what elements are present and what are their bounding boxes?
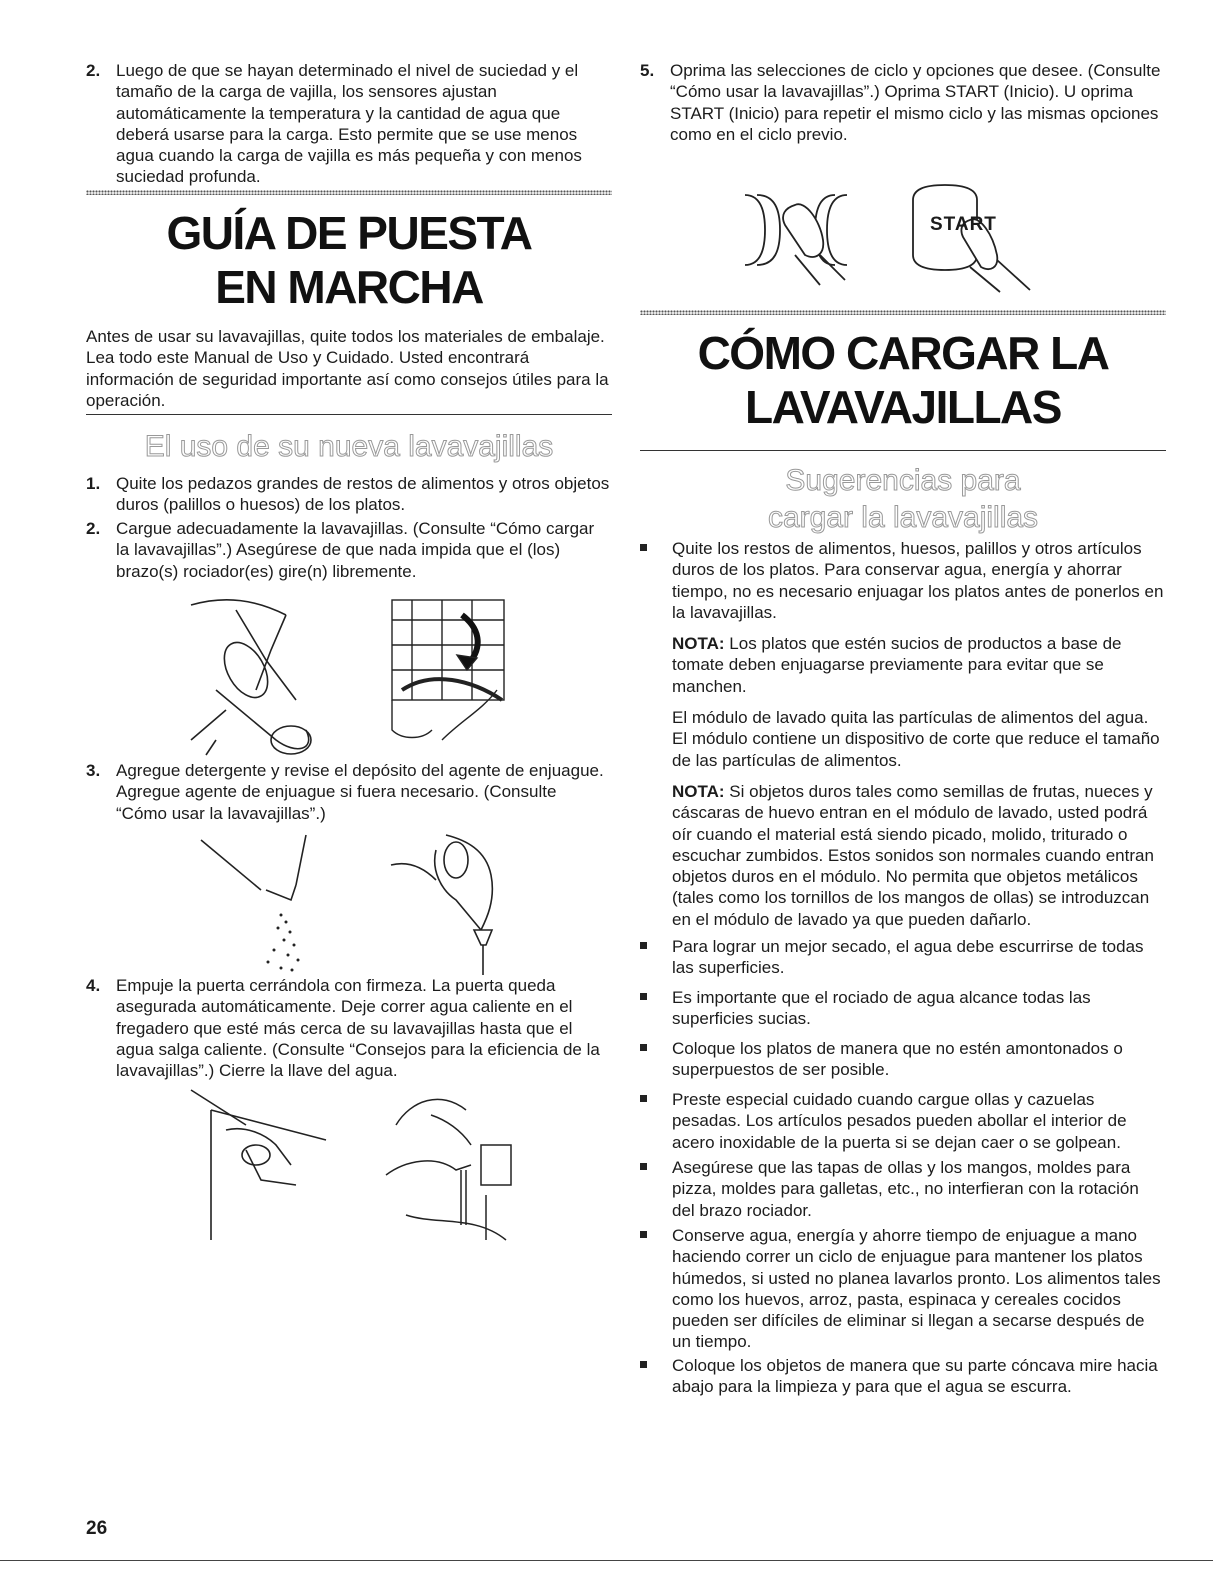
- step-text: Quite los pedazos grandes de restos de alimentos y otros objetos duros (palillos o huesos) de los platos.: [116, 474, 610, 515]
- note-paragraph: [672, 633, 1166, 697]
- list-item: [640, 538, 1166, 930]
- step-number: 2.: [86, 519, 101, 538]
- scrape-dish-illustration: [186, 590, 336, 760]
- subheading-line-1: Sugerencias para: [785, 464, 1021, 497]
- bullet-text: Asegúrese que las tapas de ollas y los mangos, moldes para pizza, moldes para galletas, etc., no interfieran con la rotación del brazo rociador.: [672, 1158, 1139, 1220]
- list-item: [640, 1225, 1166, 1353]
- step-text: Empuje la puerta cerrándola con firmeza. La puerta queda asegurada automáticamente. Deje correr agua caliente en el fregadero que esté más cerca de su lavavajillas hasta que el agua salga caliente. (Consulte “Consejos para la eficiencia de la lavavajillas”.) Cierre la llave del agua.: [116, 976, 600, 1081]
- bullet-icon: [640, 942, 647, 949]
- spray-arm-illustration: [382, 590, 512, 760]
- bullet-text: Coloque los platos de manera que no estén amontonados o superpuestos de ser posible.: [672, 1039, 1123, 1080]
- step-1: [86, 473, 612, 516]
- page-number: 26: [86, 1518, 108, 1539]
- dotted-separator: [86, 190, 612, 195]
- bottom-rule: [0, 1560, 1213, 1561]
- note-text: Los platos que estén sucios de productos a base de tomate deben enjuagarse previamente para evitar que se manchen.: [672, 634, 1122, 696]
- faucet-illustration: [376, 1085, 516, 1245]
- bullet-text: Es importante que el rociado de agua alcance todas las superficies sucias.: [672, 988, 1091, 1029]
- step-4: [86, 975, 612, 1081]
- bullet-text: Conserve agua, energía y ahorre tiempo de enjuague a mano haciendo correr un ciclo de enjuague para mantener los platos húmedos, si usted no planea lavarlos pronto. Los alimentos tales como los huevos, arroz, pasta, espinaca y cereales cocidos pueden ser difíciles de eliminar si llegan a secarse después de un tiempo.: [672, 1226, 1161, 1352]
- bullet-icon: [640, 544, 647, 551]
- bullet-icon: [640, 1044, 647, 1051]
- bullet-text: Preste especial cuidado cuando cargue ollas y cazuelas pesadas. Los artículos pesados pueden abollar el interior de acero inoxidable de la puerta si se dejan caer o se golpean.: [672, 1090, 1127, 1152]
- step-text: Luego de que se hayan determinado el nivel de suciedad y el tamaño de la carga de vajilla, los sensores ajustan automáticamente la temperatura y la cantidad de agua que deberá usarse para la carga. Esto permite que se use menos agua cuando la carga de vajilla es más pequeña y con menos suciedad profunda.: [116, 61, 582, 187]
- rinse-aid-illustration: [386, 830, 516, 980]
- list-item: [640, 936, 1166, 979]
- close-door-illustration: [186, 1085, 336, 1245]
- subheading: El uso de su nueva lavavajillas: [144, 430, 554, 463]
- note-label: NOTA:: [672, 634, 725, 654]
- heading-line-1: CÓMO CARGAR LA: [697, 327, 1109, 379]
- subheading: [640, 462, 1166, 536]
- heading-line-2: LAVAVAJILLAS: [745, 381, 1061, 433]
- control-buttons-illustration: [735, 180, 1065, 295]
- step-text: Oprima las selecciones de ciclo y opciones que desee. (Consulte “Cómo usar la lavavajillas”.) Oprima START (Inicio). U oprima START (Inicio) para repetir el mismo ciclo y las mismas opciones como en el ciclo previo.: [670, 61, 1161, 144]
- heading-line-1: GUÍA DE PUESTA: [166, 207, 532, 259]
- heading-line-2: EN MARCHA: [215, 261, 483, 313]
- step-number: 3.: [86, 761, 101, 780]
- subheading-line-2: cargar la lavavajillas: [767, 501, 1039, 534]
- bullet-icon: [640, 1163, 647, 1170]
- detergent-illustration: [196, 830, 336, 980]
- step-2: [86, 518, 612, 582]
- intro-paragraph: Antes de usar su lavavajillas, quite todos los materiales de embalaje. Lea todo este Manual de Uso y Cuidado. Usted encontrará información de seguridad importante así como consejos útiles para la operación.: [86, 327, 609, 410]
- section-heading: [640, 326, 1166, 434]
- section-rule: [86, 414, 612, 415]
- step-number: 1.: [86, 474, 101, 493]
- bullet-text: Quite los restos de alimentos, huesos, palillos y otros artículos duros de los platos. Para conservar agua, energía y ahorrar tiempo, no es necesario enjuagar los platos antes de ponerlos en la lavavajillas.: [672, 539, 1164, 622]
- note-paragraph: [672, 781, 1166, 930]
- list-item: [640, 1089, 1166, 1153]
- dotted-separator: [640, 310, 1166, 315]
- step-number: 2.: [86, 61, 101, 80]
- bullet-icon: [640, 1095, 647, 1102]
- step-text: Cargue adecuadamente la lavavajillas. (Consulte “Cómo cargar la lavavajillas”.) Asegúrese de que nada impida que el (los) brazo(s) rociador(es) gire(n) libremente.: [116, 519, 595, 581]
- body-paragraph: El módulo de lavado quita las partículas de alimentos del agua. El módulo contiene un dispositivo de corte que reduce el tamaño de las partículas de alimentos.: [672, 708, 1160, 770]
- bullet-text: Coloque los objetos de manera que su parte cóncava mire hacia abajo para la limpieza y para que el agua se escurra.: [672, 1356, 1158, 1397]
- section-rule: [640, 450, 1166, 451]
- note-label: NOTA:: [672, 781, 725, 801]
- list-item: [640, 1038, 1166, 1081]
- bullet-icon: [640, 1231, 647, 1238]
- bullet-text: Para lograr un mejor secado, el agua debe escurrirse de todas las superficies.: [672, 937, 1144, 978]
- step-number: 5.: [640, 61, 655, 80]
- list-item: [640, 1157, 1166, 1221]
- step-2-intro: [86, 60, 612, 188]
- step-number: 4.: [86, 976, 101, 995]
- step-3: [86, 760, 612, 824]
- bullet-icon: [640, 993, 647, 1000]
- step-text: Agregue detergente y revise el depósito del agente de enjuague. Agregue agente de enjuague si fuera necesario. (Consulte “Cómo usar la lavavajillas”.): [116, 761, 604, 823]
- note-text: Si objetos duros tales como semillas de frutas, nueces y cáscaras de huevo entran en el módulo de lavado, usted podrá oír cuando el material está siendo picado, molido, triturado o escuchar zumbidos. Estos sonidos son normales cuando entran objetos duros en el módulo. No permita que objetos metálicos (tales como los tornillos de los mangos de ollas) se introduzcan en el módulo de lavado ya que pueden dañarlo.: [672, 781, 1154, 929]
- section-heading: [86, 206, 612, 314]
- start-button-label: START: [930, 214, 997, 235]
- step-5: [640, 60, 1166, 145]
- list-item: [640, 987, 1166, 1030]
- list-item: [640, 1355, 1166, 1398]
- bullet-icon: [640, 1361, 647, 1368]
